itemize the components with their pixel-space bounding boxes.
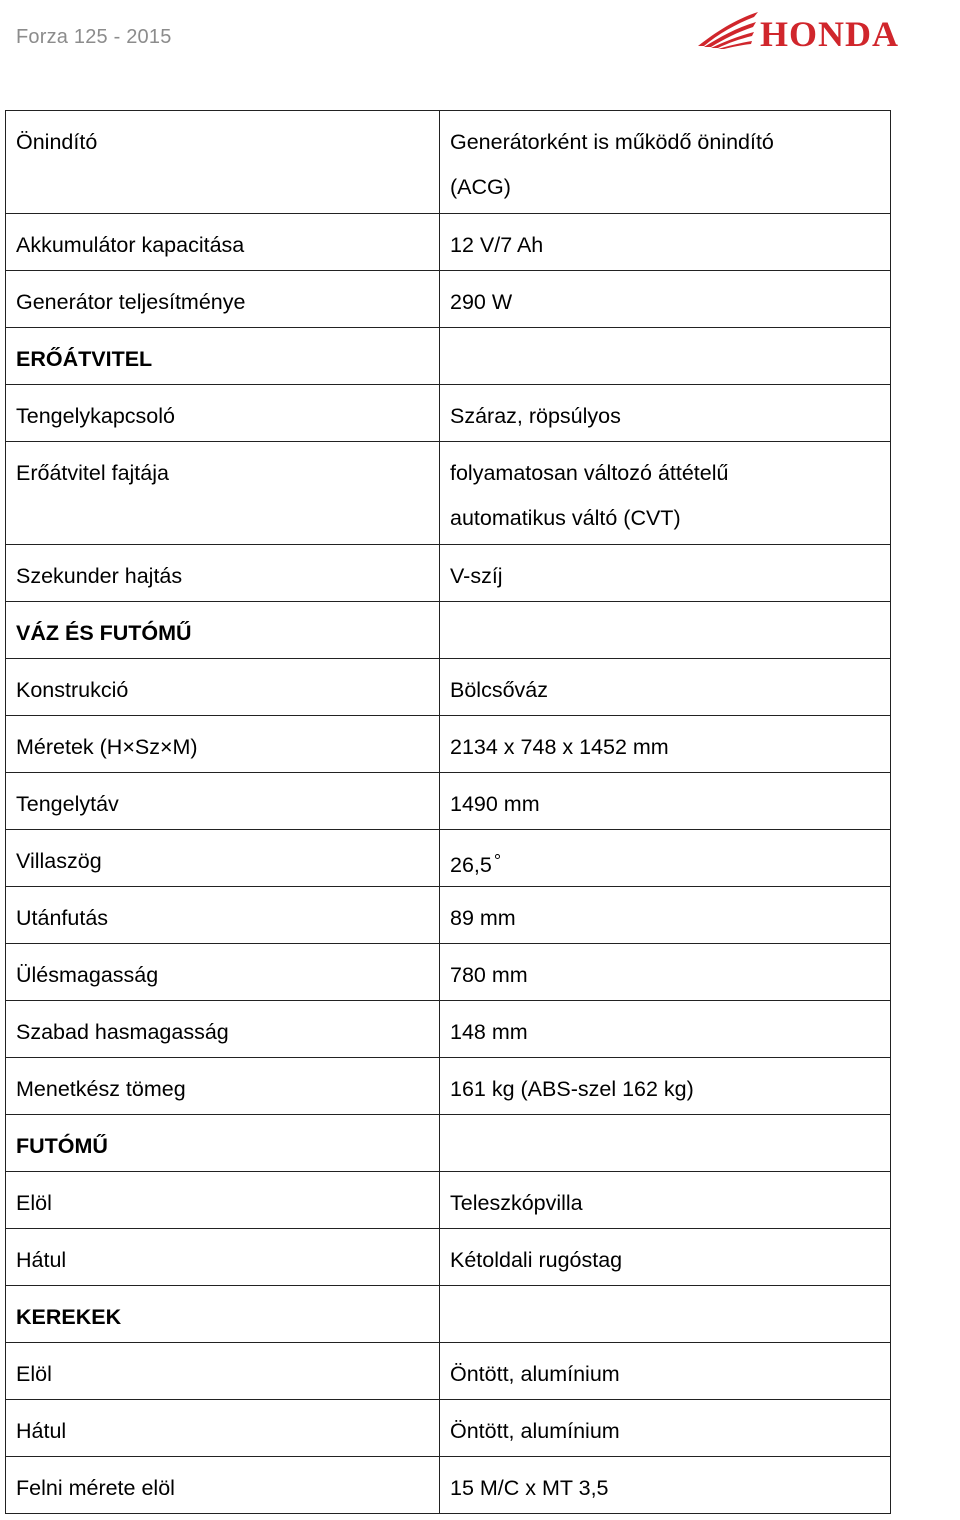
spec-value-line2: automatikus váltó (CVT) — [450, 506, 681, 530]
spec-value: Öntött, alumínium — [450, 1419, 620, 1443]
spec-label: Hátul — [16, 1248, 67, 1272]
table-row — [6, 1229, 891, 1286]
table-row — [6, 716, 891, 773]
section-row — [6, 1286, 891, 1343]
spec-label: Tengelykapcsoló — [16, 404, 175, 428]
table-row — [6, 545, 891, 602]
spec-value-cell — [440, 1001, 891, 1058]
section-heading: KEREKEK — [16, 1305, 122, 1329]
table-row — [6, 830, 891, 887]
spec-value-wrap — [450, 442, 880, 532]
spec-label: Elöl — [16, 1191, 52, 1215]
spec-value: 12 V/7 Ah — [450, 233, 544, 257]
spec-value: 1490 mm — [450, 792, 540, 816]
table-row — [6, 887, 891, 944]
spec-label-cell — [6, 1058, 440, 1115]
spec-value-wrap — [450, 1058, 880, 1103]
spec-label-cell — [6, 830, 440, 887]
spec-label-cell — [6, 1457, 440, 1514]
spec-label: Akkumulátor kapacitása — [16, 233, 245, 257]
spec-value-cell — [440, 944, 891, 1001]
spec-label: Tengelytáv — [16, 792, 119, 816]
spec-label: Menetkész tömeg — [16, 1077, 186, 1101]
spec-value-wrap — [450, 659, 880, 704]
spec-value-cell — [440, 602, 891, 659]
spec-value-wrap — [450, 214, 880, 259]
spec-label: Villaszög — [16, 849, 102, 873]
spec-value-cell — [440, 111, 891, 214]
spec-label-cell — [6, 442, 440, 545]
spec-label-cell — [6, 111, 440, 214]
spec-label-cell — [6, 887, 440, 944]
spec-value-wrap — [450, 545, 880, 590]
spec-value-wrap — [450, 1286, 880, 1303]
spec-label: Ülésmagasság — [16, 963, 159, 987]
spec-label: Hátul — [16, 1419, 67, 1443]
document-title: Forza 125 - 2015 — [16, 26, 172, 48]
section-row — [6, 602, 891, 659]
spec-value-cell — [440, 716, 891, 773]
table-row — [6, 111, 891, 214]
spec-value: Teleszkópvilla — [450, 1191, 583, 1215]
spec-label-cell — [6, 716, 440, 773]
table-row — [6, 1172, 891, 1229]
spec-label: Önindító — [16, 130, 98, 154]
spec-label-cell — [6, 659, 440, 716]
spec-value-cell — [440, 271, 891, 328]
spec-value: Generátorként is működő önindító — [450, 130, 774, 154]
spec-label-cell — [6, 545, 440, 602]
spec-value-cell — [440, 442, 891, 545]
spec-value-wrap — [450, 773, 880, 818]
section-row — [6, 1115, 891, 1172]
spec-value-cell — [440, 830, 891, 887]
spec-value-cell — [440, 1058, 891, 1115]
table-row — [6, 1058, 891, 1115]
spec-label-cell — [6, 385, 440, 442]
section-heading: ERŐÁTVITEL — [16, 347, 153, 371]
table-row — [6, 1400, 891, 1457]
spec-value: 161 kg (ABS-szel 162 kg) — [450, 1077, 694, 1101]
spec-value: 148 mm — [450, 1020, 528, 1044]
spec-label: Szekunder hajtás — [16, 564, 183, 588]
honda-logo — [696, 6, 954, 52]
spec-value-cell — [440, 773, 891, 830]
spec-value-cell — [440, 659, 891, 716]
table-row — [6, 271, 891, 328]
spec-value: 290 W — [450, 290, 513, 314]
spec-value-wrap — [450, 1172, 880, 1217]
spec-value: Öntött, alumínium — [450, 1362, 620, 1386]
degree-symbol: ° — [493, 851, 502, 871]
table-row — [6, 1343, 891, 1400]
section-heading: FUTÓMŰ — [16, 1134, 108, 1158]
spec-label: Utánfutás — [16, 906, 109, 930]
spec-label: Erőátvitel fajtája — [16, 461, 169, 485]
section-row — [6, 328, 891, 385]
spec-value-wrap — [450, 1115, 880, 1132]
spec-value-wrap — [450, 830, 880, 879]
table-row — [6, 659, 891, 716]
honda-wing-icon — [698, 12, 758, 49]
spec-table — [5, 110, 891, 1514]
spec-value: folyamatosan változó áttételű — [450, 461, 729, 485]
spec-value-cell — [440, 1286, 891, 1343]
spec-value-wrap — [450, 887, 880, 932]
spec-value-wrap — [450, 716, 880, 761]
spec-value: 89 mm — [450, 906, 516, 930]
table-row — [6, 442, 891, 545]
section-heading-cell — [6, 1115, 440, 1172]
spec-value-wrap — [450, 271, 880, 316]
spec-value-cell — [440, 1229, 891, 1286]
spec-label-cell — [6, 271, 440, 328]
spec-value-cell — [440, 1115, 891, 1172]
spec-value-cell — [440, 1400, 891, 1457]
section-heading-cell — [6, 602, 440, 659]
spec-label: Felni mérete elöl — [16, 1476, 175, 1500]
spec-value-wrap — [450, 385, 880, 430]
table-row — [6, 1457, 891, 1514]
spec-label: Generátor teljesítménye — [16, 290, 246, 314]
spec-label-cell — [6, 1400, 440, 1457]
spec-value-cell — [440, 1457, 891, 1514]
table-row — [6, 214, 891, 271]
spec-value-wrap — [450, 1343, 880, 1388]
table-row — [6, 773, 891, 830]
spec-value-cell — [440, 328, 891, 385]
spec-value: V-szíj — [450, 564, 503, 588]
spec-value-cell — [440, 545, 891, 602]
spec-value-wrap — [450, 328, 880, 345]
spec-value-cell — [440, 214, 891, 271]
spec-value: 15 M/C x MT 3,5 — [450, 1476, 609, 1500]
table-row — [6, 1001, 891, 1058]
spec-value: Kétoldali rugóstag — [450, 1248, 623, 1272]
spec-label-cell — [6, 1001, 440, 1058]
spec-label-cell — [6, 773, 440, 830]
spec-value-line2: (ACG) — [450, 175, 511, 199]
table-row — [6, 944, 891, 1001]
spec-label-cell — [6, 1229, 440, 1286]
spec-value-cell — [440, 1172, 891, 1229]
honda-wordmark: HONDA — [760, 14, 899, 52]
section-heading-cell — [6, 328, 440, 385]
spec-value: Bölcsőváz — [450, 678, 548, 702]
spec-label: Szabad hasmagasság — [16, 1020, 229, 1044]
section-heading: VÁZ ÉS FUTÓMŰ — [16, 621, 192, 645]
spec-value: 2134 x 748 x 1452 mm — [450, 735, 669, 759]
spec-label-cell — [6, 1172, 440, 1229]
spec-value-wrap — [450, 1400, 880, 1445]
spec-label-cell — [6, 1343, 440, 1400]
spec-label-cell — [6, 944, 440, 1001]
spec-value-cell — [440, 887, 891, 944]
spec-label: Elöl — [16, 1362, 52, 1386]
spec-value-wrap — [450, 1229, 880, 1274]
spec-value-wrap — [450, 602, 880, 619]
spec-label-cell — [6, 214, 440, 271]
section-heading-cell — [6, 1286, 440, 1343]
spec-value-cell — [440, 1343, 891, 1400]
table-row — [6, 385, 891, 442]
spec-value-cell — [440, 385, 891, 442]
spec-label: Méretek (H×Sz×M) — [16, 735, 198, 759]
spec-table-body — [6, 111, 891, 1514]
spec-value-wrap — [450, 111, 880, 201]
spec-label: Konstrukció — [16, 678, 129, 702]
spec-value: 26,5 — [450, 853, 492, 877]
spec-value-wrap — [450, 1457, 880, 1502]
spec-value-wrap — [450, 1001, 880, 1046]
spec-value: 780 mm — [450, 963, 528, 987]
spec-value: Száraz, röpsúlyos — [450, 404, 621, 428]
spec-value-wrap — [450, 944, 880, 989]
